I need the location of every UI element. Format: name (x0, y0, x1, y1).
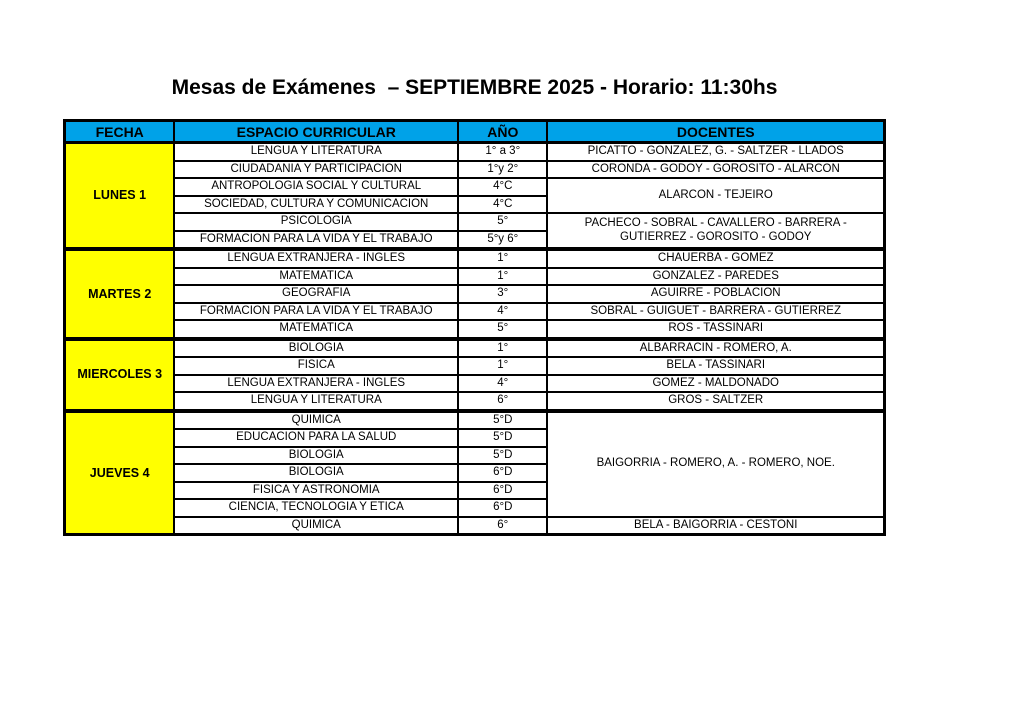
exam-schedule-table (63, 119, 886, 536)
subject-cell: ANTROPOLOGIA SOCIAL Y CULTURAL (174, 178, 458, 196)
year-cell: 6°D (458, 499, 547, 517)
docentes-cell-merged: BAIGORRIA - ROMERO, A. - ROMERO, NOE. (547, 411, 884, 517)
table-row (65, 213, 885, 231)
docentes-cell: BELA - BAIGORRIA - CESTONI (547, 517, 884, 535)
subject-cell: MATEMATICA (174, 268, 458, 286)
year-cell: 4°C (458, 178, 547, 196)
year-cell: 5°D (458, 429, 547, 447)
column-header-anio: AÑO (458, 121, 547, 143)
docentes-cell: AGUIRRE - POBLACION (547, 285, 884, 303)
column-header-espacio-curricular: ESPACIO CURRICULAR (174, 121, 458, 143)
day-cell-jueves-4: JUEVES 4 (65, 411, 175, 535)
docentes-cell: PICATTO - GONZALEZ, G. - SALTZER - LLADOS (547, 143, 884, 161)
subject-cell: LENGUA Y LITERATURA (174, 392, 458, 411)
docentes-cell: GROS - SALTZER (547, 392, 884, 411)
year-cell: 5° (458, 213, 547, 231)
docentes-cell: ROS - TASSINARI (547, 320, 884, 339)
table-row (65, 392, 885, 411)
table-row (65, 320, 885, 339)
table-row (65, 339, 885, 358)
year-cell: 5° (458, 320, 547, 339)
docentes-cell: ALBARRACIN - ROMERO, A. (547, 339, 884, 358)
subject-cell: QUIMICA (174, 411, 458, 430)
docentes-cell: SOBRAL - GUIGUET - BARRERA - GUTIERREZ (547, 303, 884, 321)
day-cell-lunes-1: LUNES 1 (65, 143, 175, 250)
header-row (65, 121, 885, 143)
docentes-cell: GOMEZ - MALDONADO (547, 375, 884, 393)
docentes-cell: BELA - TASSINARI (547, 357, 884, 375)
year-cell: 1° a 3° (458, 143, 547, 161)
year-cell: 5°y 6° (458, 231, 547, 250)
year-cell: 4°C (458, 196, 547, 214)
column-header-docentes: DOCENTES (547, 121, 884, 143)
year-cell: 1° (458, 268, 547, 286)
subject-cell: GEOGRAFIA (174, 285, 458, 303)
table-row (65, 249, 885, 268)
subject-cell: FISICA (174, 357, 458, 375)
subject-cell: LENGUA Y LITERATURA (174, 143, 458, 161)
year-cell: 1° (458, 249, 547, 268)
day-cell-martes-2: MARTES 2 (65, 249, 175, 339)
docentes-cell-merged: ALARCON - TEJEIRO (547, 178, 884, 213)
table-row (65, 303, 885, 321)
table-row (65, 517, 885, 535)
day-cell-miercoles-3: MIERCOLES 3 (65, 339, 175, 411)
subject-cell: LENGUA EXTRANJERA - INGLES (174, 375, 458, 393)
year-cell: 6°D (458, 464, 547, 482)
docentes-cell: CORONDA - GODOY - GOROSITO - ALARCON (547, 161, 884, 179)
subject-cell: QUIMICA (174, 517, 458, 535)
subject-cell: LENGUA EXTRANJERA - INGLES (174, 249, 458, 268)
year-cell: 4° (458, 303, 547, 321)
subject-cell: FORMACION PARA LA VIDA Y EL TRABAJO (174, 303, 458, 321)
table-row (65, 143, 885, 161)
year-cell: 1° (458, 339, 547, 358)
page-title: Mesas de Exámenes – SEPTIEMBRE 2025 - Horario: 11:30hs (171, 76, 778, 99)
year-cell: 6°D (458, 482, 547, 500)
table-row (65, 411, 885, 430)
table-row (65, 178, 885, 196)
year-cell: 4° (458, 375, 547, 393)
subject-cell: BIOLOGIA (174, 447, 458, 465)
subject-cell: BIOLOGIA (174, 339, 458, 358)
year-cell: 1° (458, 357, 547, 375)
year-cell: 5°D (458, 411, 547, 430)
year-cell: 6° (458, 517, 547, 535)
subject-cell: CIUDADANIA Y PARTICIPACION (174, 161, 458, 179)
subject-cell: FISICA Y ASTRONOMIA (174, 482, 458, 500)
docentes-cell: CHAUERBA - GOMEZ (547, 249, 884, 268)
table-row (65, 357, 885, 375)
year-cell: 6° (458, 392, 547, 411)
subject-cell: CIENCIA, TECNOLOGIA Y ETICA (174, 499, 458, 517)
column-header-fecha: FECHA (65, 121, 175, 143)
table-row (65, 268, 885, 286)
year-cell: 3° (458, 285, 547, 303)
table-row (65, 285, 885, 303)
subject-cell: MATEMATICA (174, 320, 458, 339)
docentes-cell-merged: PACHECO - SOBRAL - CAVALLERO - BARRERA - GUTIERREZ - GOROSITO - GODOY (547, 213, 884, 249)
subject-cell: SOCIEDAD, CULTURA Y COMUNICACION (174, 196, 458, 214)
year-cell: 5°D (458, 447, 547, 465)
year-cell: 1°y 2° (458, 161, 547, 179)
subject-cell: PSICOLOGIA (174, 213, 458, 231)
subject-cell: FORMACION PARA LA VIDA Y EL TRABAJO (174, 231, 458, 250)
subject-cell: EDUCACION PARA LA SALUD (174, 429, 458, 447)
table-row (65, 161, 885, 179)
table-row (65, 375, 885, 393)
docentes-cell: GONZALEZ - PAREDES (547, 268, 884, 286)
subject-cell: BIOLOGIA (174, 464, 458, 482)
